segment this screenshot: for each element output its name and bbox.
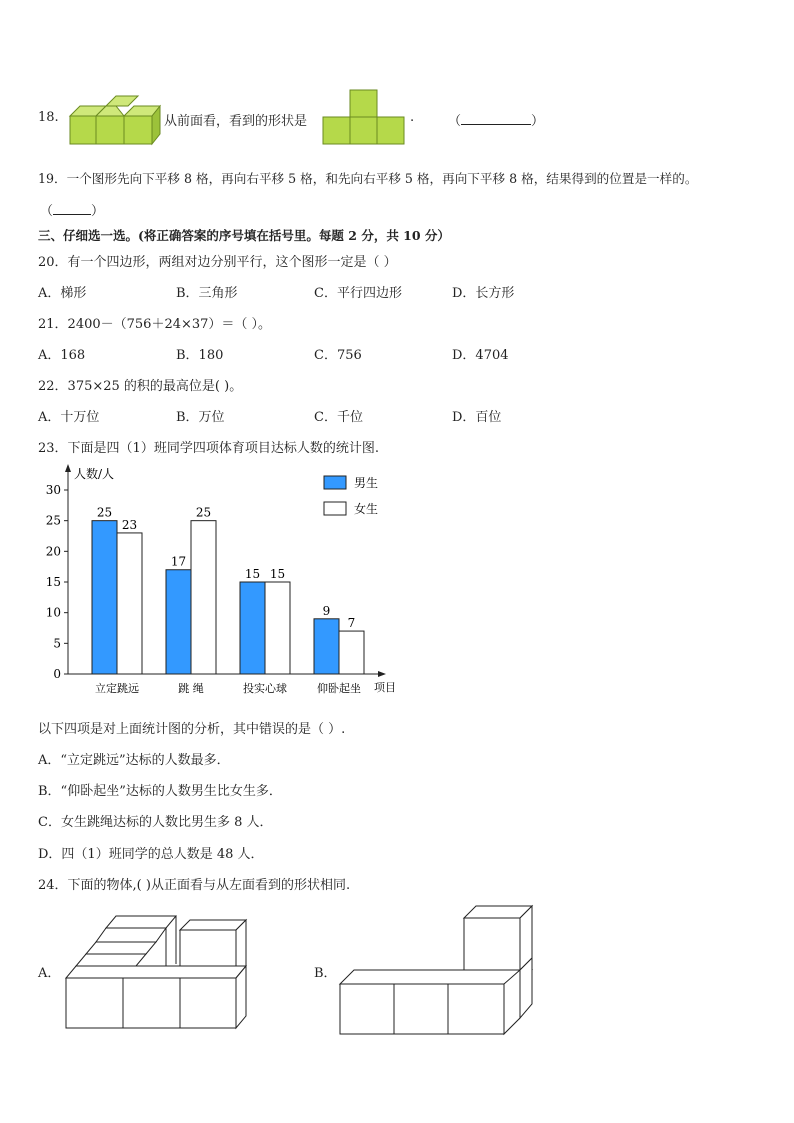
q23-stem: 23．下面是四（1）班同学四项体育项目达标人数的统计图. (38, 441, 379, 456)
q20-stem: 20．有一个四边形，两组对边分别平行，这个图形一定是（ ） (38, 255, 397, 270)
q18-front-view-figure (320, 88, 408, 146)
q22-option-b[interactable]: B．万位 (176, 410, 225, 425)
q18-solid-figure (66, 94, 162, 146)
q21-option-b[interactable]: B．180 (176, 348, 224, 363)
q19-paren-close: ） (91, 204, 105, 219)
bar-boys (240, 582, 265, 674)
legend-swatch (324, 476, 346, 489)
bar-boys (92, 521, 117, 674)
q23-option-c[interactable]: C．女生跳绳达标的人数比男生多 8 人． (38, 815, 273, 830)
y-tick-label: 20 (45, 544, 61, 559)
bar-value-label: 17 (170, 554, 187, 569)
q18-paren-open: （ (448, 114, 462, 129)
x-category-label: 跳 绳 (178, 682, 204, 695)
q22-stem: 22．375×25 的积的最高位是( )。 (38, 379, 243, 394)
bar-girls (117, 533, 142, 674)
q22-option-c[interactable]: C．千位 (314, 410, 363, 425)
q23-option-b[interactable]: B．“仰卧起坐”达标的人数男生比女生多． (38, 784, 282, 799)
q18-number: 18. (38, 110, 59, 125)
bar-value-label: 7 (347, 616, 356, 631)
y-tick-label: 15 (45, 575, 61, 589)
q19-paren-open: （ (40, 204, 54, 219)
bar-value-label: 25 (96, 505, 113, 520)
x-category-label: 仰卧起坐 (317, 682, 361, 695)
bar-value-label: 9 (322, 603, 331, 618)
y-axis-arrow (65, 464, 71, 472)
x-category-label: 立定跳远 (95, 682, 139, 695)
x-axis-arrow (378, 671, 386, 677)
y-tick-label: 10 (45, 605, 61, 620)
bar-boys (314, 619, 339, 674)
q21-stem: 21．2400－（756＋24×37）＝（ ）。 (38, 317, 272, 332)
q21-option-c[interactable]: C．756 (314, 348, 362, 363)
q22-option-d[interactable]: D．百位 (452, 410, 502, 425)
q24-figure-a (60, 910, 260, 1034)
bar-girls (339, 631, 364, 674)
q18-answer-blank[interactable] (448, 110, 544, 129)
y-tick-label: 0 (53, 667, 61, 681)
q23-option-a[interactable]: A．“立定跳远”达标的人数最多． (38, 753, 230, 768)
q21-option-a[interactable]: A．168 (38, 348, 86, 363)
bar-value-label: 25 (195, 505, 212, 520)
q21-option-d[interactable]: D．4704 (452, 348, 509, 363)
q23-bar-chart (40, 460, 410, 700)
y-tick-label: 30 (45, 483, 61, 497)
bar-boys (166, 570, 191, 674)
q24-option-b[interactable]: B． (314, 966, 337, 981)
bar-girls (265, 582, 290, 674)
y-tick-label: 25 (45, 513, 61, 528)
legend-label: 女生 (354, 502, 379, 516)
q24-figure-b (338, 904, 538, 1036)
q19-stem: 19．一个图形先向下平移 8 格，再向右平移 5 格，和先向右平移 5 格，再向下平移 8 格，结果得到的位置是一样的。 (38, 171, 698, 186)
q24-option-a[interactable]: A． (38, 966, 61, 981)
q20-option-c[interactable]: C．平行四边形 (314, 286, 402, 301)
q18-text: 从前面看，看到的形状是 (164, 114, 308, 129)
bar-value-label: 23 (121, 517, 138, 532)
q23-analysis: 以下四项是对上面统计图的分析，其中错误的是（ ）. (38, 722, 346, 737)
q20-option-d[interactable]: D．长方形 (452, 286, 515, 301)
q19-answer-blank[interactable] (40, 200, 104, 219)
q24-stem: 24．下面的物体,( )从正面看与从左面看到的形状相同. (38, 878, 351, 893)
legend-swatch (324, 502, 346, 515)
y-tick-label: 5 (53, 636, 61, 651)
bar-girls (191, 521, 216, 674)
bar-value-label: 15 (269, 567, 286, 581)
section-title: 三、仔细选一选。(将正确答案的序号填在括号里。每题 2 分，共 10 分） (38, 228, 450, 243)
legend-label: 男生 (354, 476, 379, 490)
q18-period: . (410, 110, 415, 125)
x-category-label: 投实心球 (243, 682, 287, 695)
x-axis-label: 项目 (374, 681, 396, 694)
q22-option-a[interactable]: A．十万位 (38, 410, 100, 425)
q20-option-a[interactable]: A．梯形 (38, 286, 87, 301)
y-axis-label: 人数/人 (74, 467, 115, 481)
bar-value-label: 15 (244, 567, 261, 581)
q23-option-d[interactable]: D．四（1）班同学的总人数是 48 人． (38, 847, 264, 862)
q20-option-b[interactable]: B．三角形 (176, 286, 238, 301)
q18-paren-close: ） (531, 114, 545, 129)
